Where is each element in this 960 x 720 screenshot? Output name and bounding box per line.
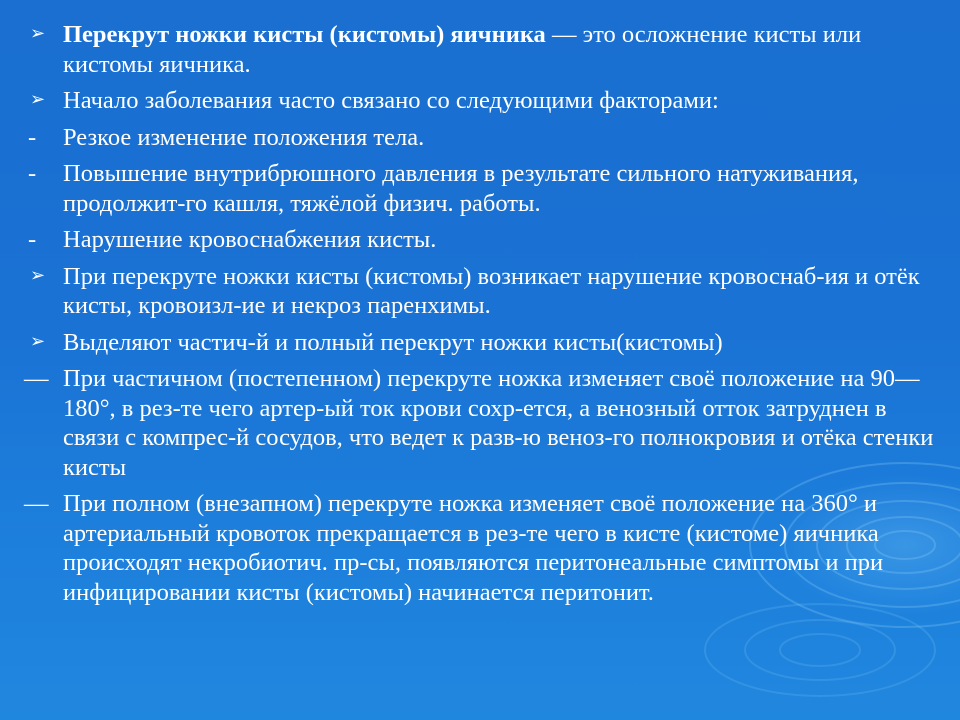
bullet-text: — это осложнение кисты или кистомы яичника.	[63, 21, 862, 78]
emdash-item	[26, 489, 936, 607]
arrow-bullet-icon: ➢	[30, 23, 46, 44]
dash-marker: -	[28, 226, 37, 253]
bullet-bold-text: Перекрут ножки кисты (кистомы) яичника	[63, 21, 546, 48]
emdash-item	[26, 364, 936, 482]
arrow-bullet-icon: ➢	[30, 264, 46, 286]
bullet-item	[26, 328, 936, 358]
dash-marker: -	[28, 123, 37, 151]
arrow-bullet-icon: ➢	[30, 89, 46, 110]
dash-marker: -	[28, 160, 37, 187]
emdash-marker: —	[24, 490, 49, 517]
bullet-text: Выделяют частич-й и полный перекрут ножки кисты(кистомы)	[63, 328, 723, 356]
bullet-text: При перекруте ножки кисты (кистомы) возникает нарушение кровоснаб-ия и отёк кисты, кровоизл-ие и некроз паренхимы.	[63, 262, 920, 319]
slide-body	[26, 20, 936, 614]
bullet-text: Повышение внутрибрюшного давления в результате сильного натуживания, продолжит-го кашля, тяжёлой физич. работы.	[63, 160, 859, 217]
arrow-bullet-icon: ➢	[30, 330, 46, 352]
dash-item	[26, 159, 936, 218]
bullet-item	[26, 86, 936, 116]
dash-item	[26, 225, 936, 255]
dash-item	[26, 123, 936, 153]
bullet-text: Нарушение кровоснабжения кисты.	[63, 226, 437, 253]
bullet-text: При полном (внезапном) перекруте ножка изменяет своё положение на 360° и артериальный кровоток прекращается в рез-те чего в кисте (кистоме) яичника происходят некробиотич. пр-сы, появляются перитонеальные симптомы и при инфицировании кисты (кистомы) начинается перитонит.	[63, 490, 884, 606]
bullet-item	[26, 20, 936, 79]
bullet-text: При частичном (постепенном) перекруте ножка изменяет своё положение на 90—180°, в рез-те чего артер-ый ток крови сохр-ется, а венозный отток затруднен в связи с компрес-й сосудов, что ведет к разв-ю веноз-го полнокровия и отёка стенки кисты	[63, 365, 934, 481]
bullet-text: Начало заболевания часто связано со следующими факторами:	[63, 87, 719, 114]
bullet-text: Резкое изменение положения тела.	[63, 123, 425, 151]
bullet-item	[26, 262, 936, 321]
emdash-marker: —	[24, 365, 49, 392]
